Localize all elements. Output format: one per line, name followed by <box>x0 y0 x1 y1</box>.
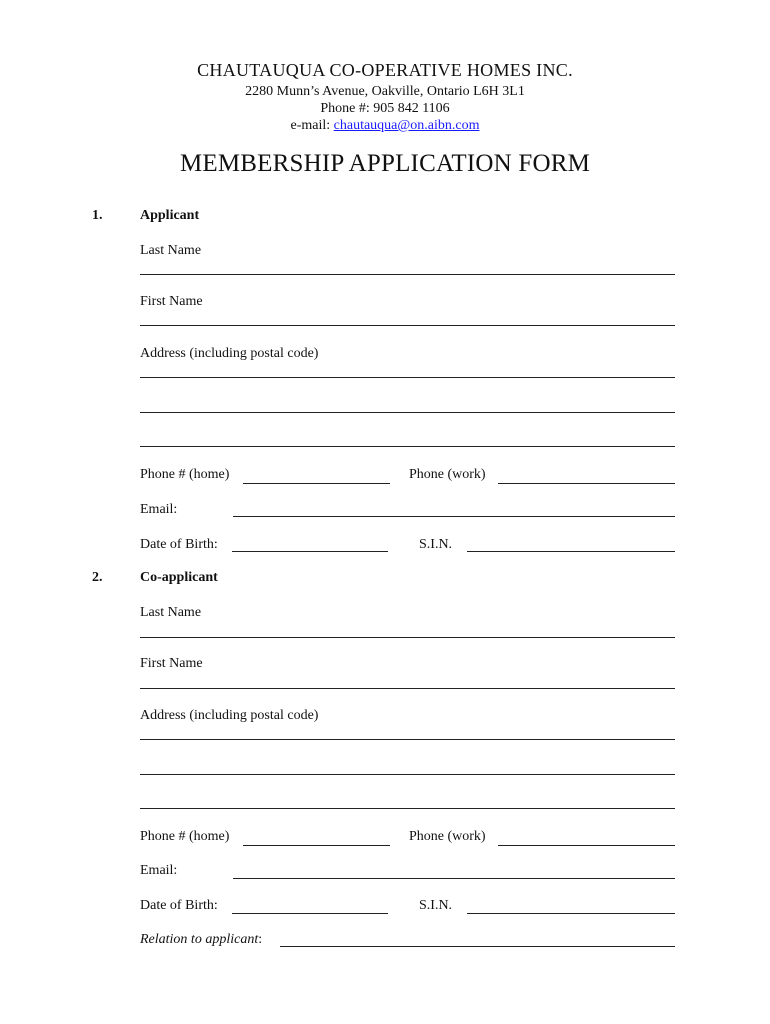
sin-field[interactable] <box>467 551 675 552</box>
phone-work-label: Phone (work) <box>409 467 486 482</box>
email-field-label: Email: <box>140 502 178 517</box>
co-address-field-line-3[interactable] <box>140 808 675 809</box>
phone-work-label: Phone (work) <box>409 829 486 844</box>
first-name-label: First Name <box>140 656 203 671</box>
email-field[interactable] <box>233 516 675 517</box>
section-number: 2. <box>92 570 103 585</box>
email-link[interactable]: chautauqua@on.aibn.com <box>333 118 480 133</box>
phone-home-label: Phone # (home) <box>140 829 230 844</box>
section-title-applicant: Applicant <box>140 208 200 223</box>
co-address-field-line-2[interactable] <box>140 774 675 775</box>
relation-label: Relation to applicant: <box>140 932 263 947</box>
phone-home-label: Phone # (home) <box>140 467 230 482</box>
last-name-label: Last Name <box>140 243 202 258</box>
sin-label: S.I.N. <box>419 898 453 913</box>
email-field-label: Email: <box>140 863 178 878</box>
co-last-name-field[interactable] <box>140 637 675 638</box>
first-name-field[interactable] <box>140 325 675 326</box>
co-sin-field[interactable] <box>467 913 675 914</box>
address-field-line-3[interactable] <box>140 446 675 447</box>
organization-phone: Phone #: 905 842 1106 <box>320 101 450 116</box>
organization-email <box>0 118 770 134</box>
co-dob-field[interactable] <box>232 913 388 914</box>
co-phone-work-field[interactable] <box>498 845 675 846</box>
sin-label: S.I.N. <box>419 537 453 552</box>
phone-work-field[interactable] <box>498 483 675 484</box>
section-number: 1. <box>92 208 103 223</box>
co-phone-home-field[interactable] <box>243 845 390 846</box>
last-name-label: Last Name <box>140 605 202 620</box>
dob-label: Date of Birth: <box>140 898 218 913</box>
email-label: e-mail: <box>290 118 334 133</box>
form-title: MEMBERSHIP APPLICATION FORM <box>179 150 591 177</box>
last-name-field[interactable] <box>140 274 675 275</box>
address-field-line-2[interactable] <box>140 412 675 413</box>
relation-field[interactable] <box>280 946 675 947</box>
organization-name: CHAUTAUQUA CO-OPERATIVE HOMES INC. <box>197 60 573 80</box>
address-field-line-1[interactable] <box>140 377 675 378</box>
phone-home-field[interactable] <box>243 483 390 484</box>
organization-address: 2280 Munn’s Avenue, Oakville, Ontario L6H 3L1 <box>245 84 525 99</box>
relation-label-text: Relation to applicant <box>140 932 259 947</box>
dob-field[interactable] <box>232 551 388 552</box>
co-first-name-field[interactable] <box>140 688 675 689</box>
address-label: Address (including postal code) <box>140 346 319 361</box>
section-title-co-applicant: Co-applicant <box>140 570 218 585</box>
address-label: Address (including postal code) <box>140 708 319 723</box>
co-address-field-line-1[interactable] <box>140 739 675 740</box>
dob-label: Date of Birth: <box>140 537 218 552</box>
co-email-field[interactable] <box>233 878 675 879</box>
first-name-label: First Name <box>140 294 203 309</box>
